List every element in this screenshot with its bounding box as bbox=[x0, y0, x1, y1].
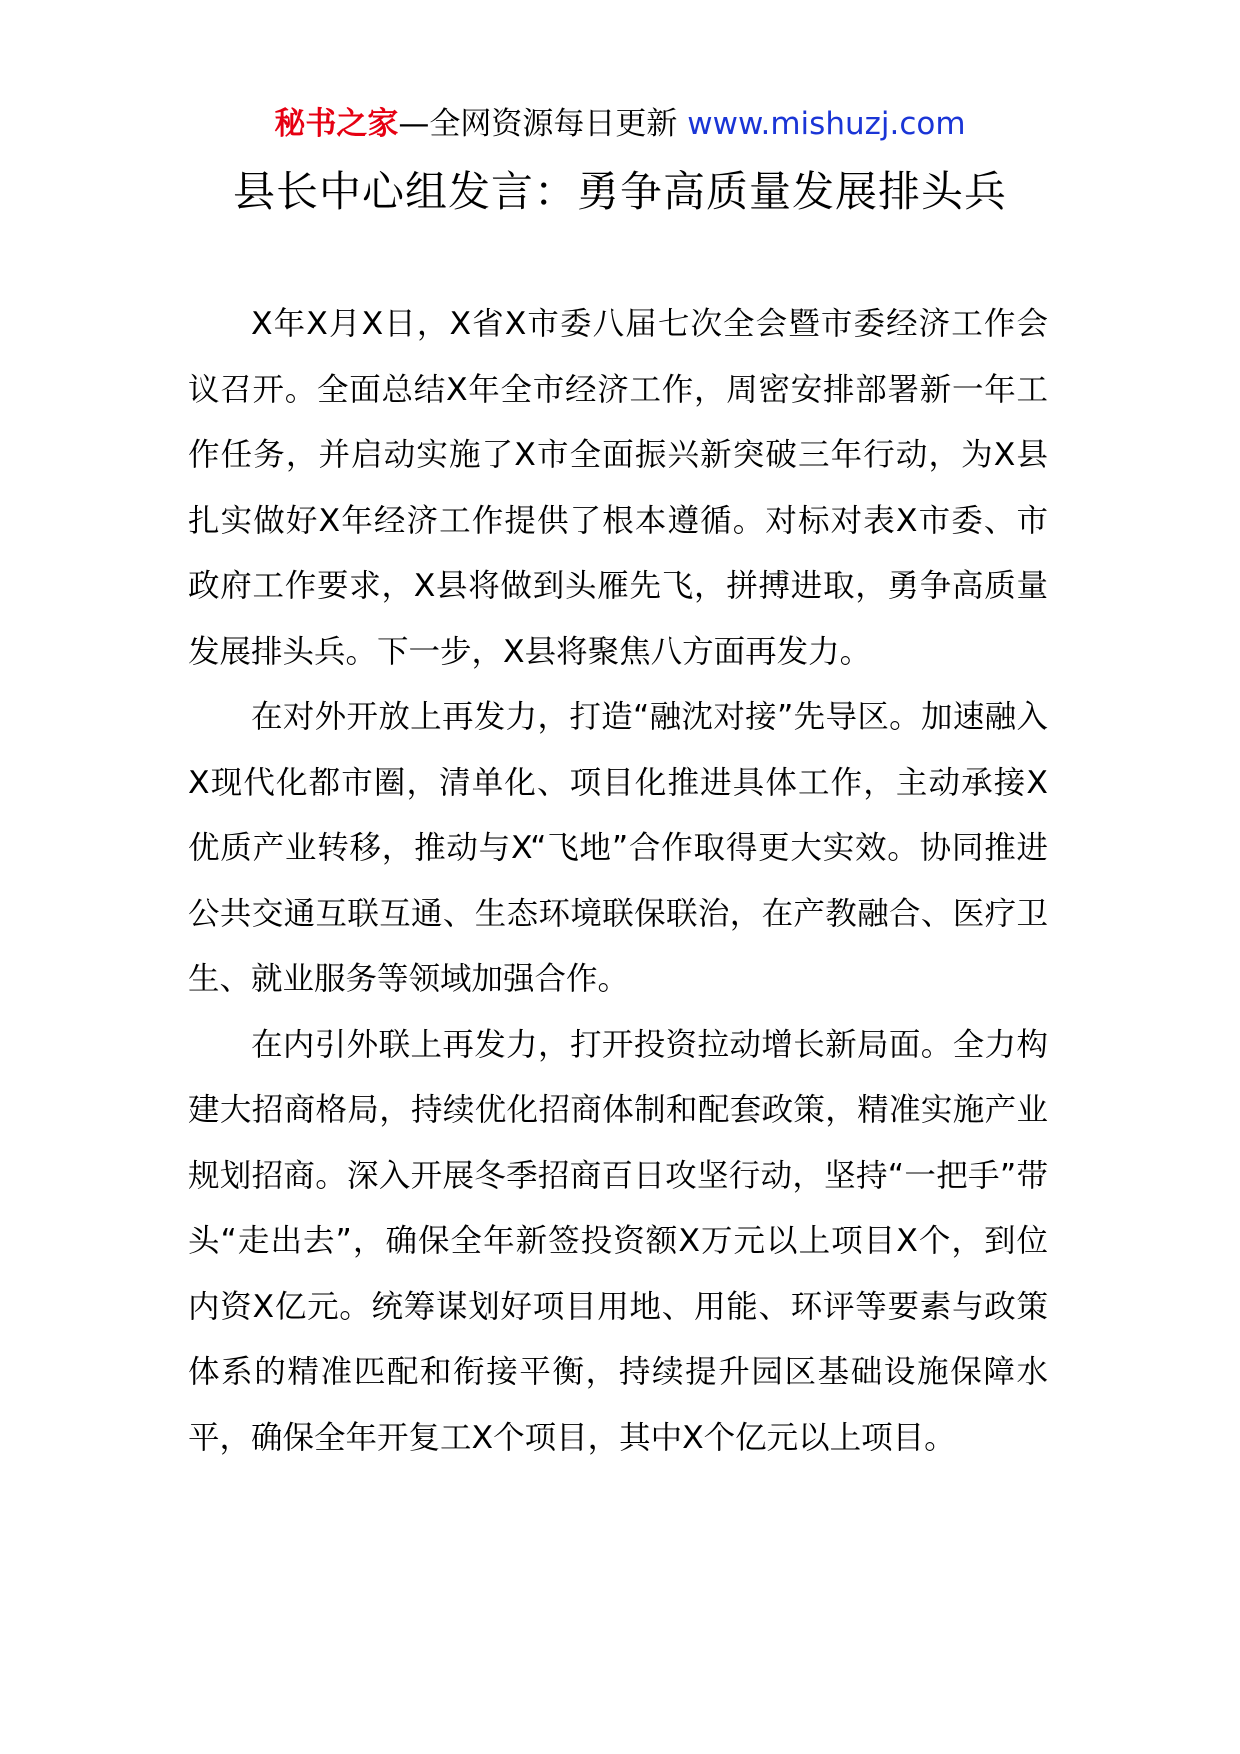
paragraph-1: X年X月X日，X省X市委八届七次全会暨市委经济工作会议召开。全面总结X年全市经济工作，周密安排部署新一年工作任务，并启动实施了X市全面振兴新突破三年行动，为X县扎实做好X年经济工作提供了根本遵循。对标对表X市委、市政府工作要求，X县将做到头雁先飞，拼搏进取，勇争高质量发展排头兵。下一步，X县将聚焦八方面再发力。 bbox=[188, 306, 1048, 670]
document-body bbox=[188, 292, 1048, 1471]
paragraph-3: 在内引外联上再发力，打开投资拉动增长新局面。全力构建大招商格局，持续优化招商体制和配套政策，精准实施产业规划招商。深入开展冬季招商百日攻坚行动，坚持“一把手”带头“走出去”，确保全年新签投资额X万元以上项目X个，到位内资X亿元。统筹谋划好项目用地、用能、环评等要素与政策体系的精准匹配和衔接平衡，持续提升园区基础设施保障水平，确保全年开复工X个项目，其中X个亿元以上项目。 bbox=[188, 1026, 1048, 1456]
site-header bbox=[0, 100, 1240, 148]
site-url-link[interactable]: www.mishuzj.com bbox=[687, 106, 966, 142]
site-slogan: —全网资源每日更新 bbox=[398, 106, 678, 142]
paragraph-2: 在对外开放上再发力，打造“融沈对接”先导区。加速融入X现代化都市圈，清单化、项目化推进具体工作，主动承接X优质产业转移，推动与X“飞地”合作取得更大实效。协同推进公共交通互联互通、生态环境联保联治，在产教融合、医疗卫生、就业服务等领域加强合作。 bbox=[188, 699, 1048, 997]
document-title: 县长中心组发言：勇争高质量发展排头兵 bbox=[232, 167, 1007, 216]
brand-name: 秘书之家 bbox=[274, 106, 399, 142]
